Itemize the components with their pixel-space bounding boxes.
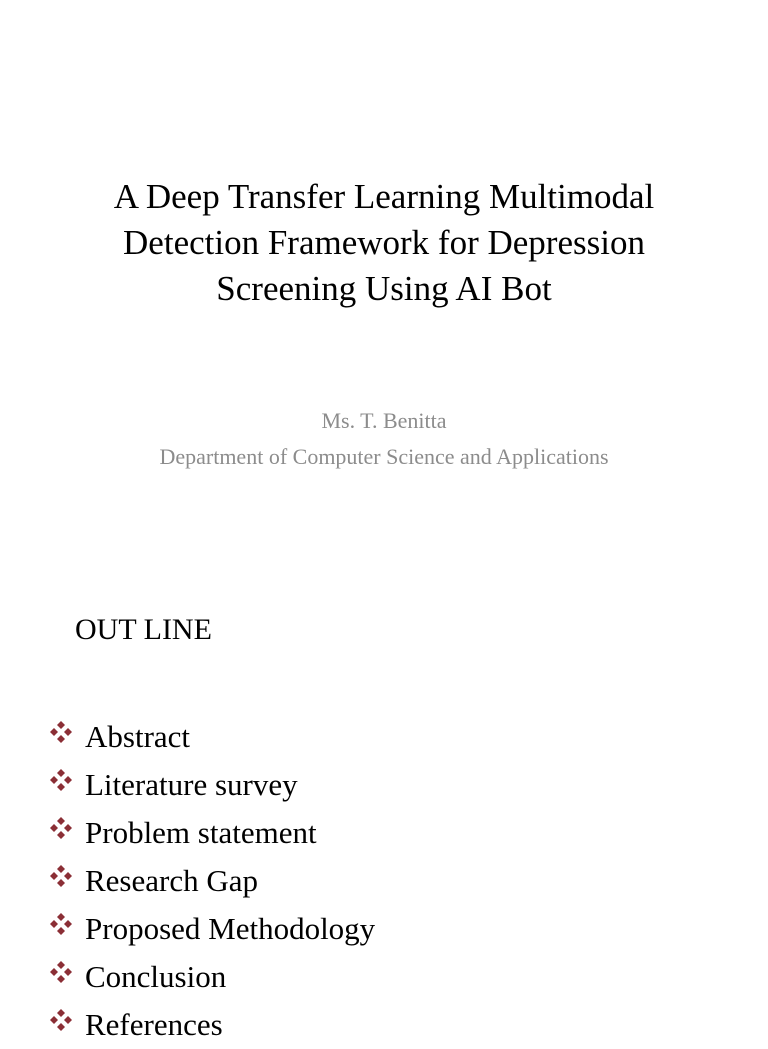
slide-title-line: Detection Framework for Depression — [123, 223, 645, 262]
outline-item-proposed-methodology — [48, 905, 375, 953]
outline-item-label: Research Gap — [85, 863, 258, 898]
outline-item-research-gap — [48, 857, 375, 905]
author-name: Ms. T. Benitta — [321, 408, 447, 433]
outline-item-label: Proposed Methodology — [85, 911, 376, 946]
author-department: Department of Computer Science and Applications — [159, 444, 609, 469]
four-diamond-bullet-icon — [49, 720, 73, 744]
four-diamond-bullet-icon — [49, 864, 73, 888]
outline-item-references — [48, 1001, 375, 1049]
outline-list — [48, 713, 375, 1049]
four-diamond-bullet-icon — [49, 1008, 73, 1032]
four-diamond-bullet-icon — [49, 960, 73, 984]
slide-title-line: Screening Using AI Bot — [216, 269, 552, 308]
four-diamond-bullet-icon — [49, 912, 73, 936]
outline-item-label: Literature survey — [85, 767, 298, 802]
outline-item-label: References — [85, 1007, 223, 1042]
outline-item-literature-survey — [48, 761, 375, 809]
outline-item-label: Problem statement — [85, 815, 317, 850]
four-diamond-bullet-icon — [49, 768, 73, 792]
slide-title — [60, 174, 708, 312]
outline-item-label: Conclusion — [85, 959, 227, 994]
outline-heading: OUT LINE — [75, 613, 212, 646]
outline-item-conclusion — [48, 953, 375, 1001]
outline-item-label: Abstract — [85, 719, 191, 754]
author-block — [0, 403, 768, 475]
outline-item-abstract — [48, 713, 375, 761]
four-diamond-bullet-icon — [49, 816, 73, 840]
slide-title-line: A Deep Transfer Learning Multimodal — [113, 177, 655, 216]
outline-item-problem-statement — [48, 809, 375, 857]
